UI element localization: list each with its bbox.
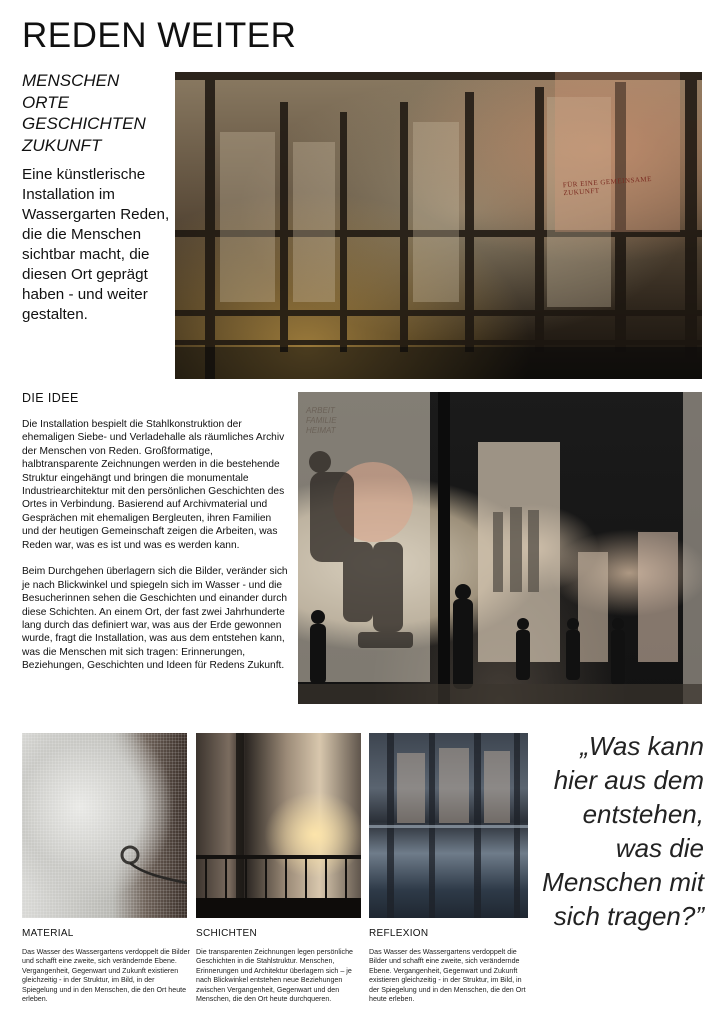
idee-body (22, 418, 290, 686)
caption-heading-reflexion: REFLEXION (369, 928, 429, 939)
idee-paragraph: Die Installation bespielt die Stahlkonstruktion der ehemaligen Siebe- und Verladehalle als räumliches Archiv der Menschen von Reden. Großformatige, halbtransparente Zeichnungen werden in die bestehende Struktur eingehängt und bringen die monumentale Industriearchitektur mit den persönlichen Geschichten des Ortes in Verbindung. Basierend auf Archivmaterial und Gesprächen mit ehemaligen Bergleuten, ihren Familien und der heutigen Gemeinschaft zeigen die Arbeiten, was Reden war, was es ist und was es werden kann. (22, 419, 285, 551)
water-reflection-graphic (369, 733, 528, 918)
installation-graphic (298, 392, 702, 704)
steel-structure-graphic (175, 72, 702, 379)
install-banner-text (306, 406, 337, 436)
tagline-line: GESCHICHTEN (22, 114, 146, 133)
reflexion-photo (369, 733, 528, 918)
tagline-line: MENSCHEN (22, 71, 120, 90)
intro-text: Eine künstlerische Installation im Wassergarten Reden, die die Menschen sichtbar macht, die diesen Ort geprägt haben - und weiter gestalten. (22, 166, 170, 323)
grommet-icon (22, 733, 187, 918)
idee-paragraph: Beim Durchgehen überlagern sich die Bilder, veränder sich je nach Blickwinkel und spiegeln sich im Wasser - und die Besucherinnen sehen die Geschichten und einander durch diese Schichten. An einem Ort, der fast zwei Jahrhunderte lang durch das definiert war, was aus der Erde gewonnen wurde, fragt die Installation, was aus dem entstehen kann, was die Menschen mit sich tragen: Erinnerungen, Beziehungen, Geschichten und Ideen für Redens Zukunft. (22, 566, 288, 672)
section-heading-idee: DIE IDEE (22, 391, 79, 405)
caption-text-schichten: Die transparenten Zeichnungen legen persönliche Geschichten in die Stahlstruktur. Menschen, Erinnerungen und Architektur überlagern sich – je nach Blickwinkel entstehen neue Beziehungen zwischen Vergangenheit, Gegenwart und den Menschen, die den Ort heute durchqueren. (196, 948, 353, 1004)
hero-banner-text: FÜR EINE GEMEINSAME ZUKUNFT (562, 174, 653, 198)
railing-graphic (196, 733, 361, 918)
schichten-photo (196, 733, 361, 918)
tagline (22, 70, 172, 156)
install-banner-word: ARBEIT (306, 406, 335, 415)
caption-heading-schichten: SCHICHTEN (196, 928, 258, 939)
caption-text-reflexion: Das Wasser des Wassergartens verdoppelt die Bilder und schafft eine zweite, sich verändernde Ebene. Vergangenheit, Gegenwart und Zukunft existieren gleichzeitig - in der Struktur, im Bild, in der Spiegelung und in den Menschen, die den Ort heute erleben. (369, 948, 526, 1004)
installation-interior-photo (298, 392, 702, 704)
caption-heading-material: MATERIAL (22, 928, 74, 939)
tagline-line: ORTE (22, 92, 69, 112)
pull-quote: „Was kann hier aus dem entstehen, was die Menschen mit sich tragen?” (542, 731, 704, 931)
material-photo (22, 733, 187, 918)
install-banner-word: HEIMAT (306, 426, 336, 435)
page-title: REDEN WEITER (22, 16, 297, 55)
hero-installation-photo (175, 72, 702, 379)
caption-text-material: Das Wasser des Wassergartens verdoppelt die Bilder und schafft eine zweite, sich verändernde Ebene. Vergangenheit, Gegenwart und Zukunft existieren gleichzeitig - in der Struktur, im Bild, in der Spiegelung und in den Menschen, die den Ort heute erleben. (22, 948, 190, 1004)
tagline-line: ZUKUNFT (22, 135, 102, 155)
install-banner-word: FAMILIE (306, 416, 337, 425)
